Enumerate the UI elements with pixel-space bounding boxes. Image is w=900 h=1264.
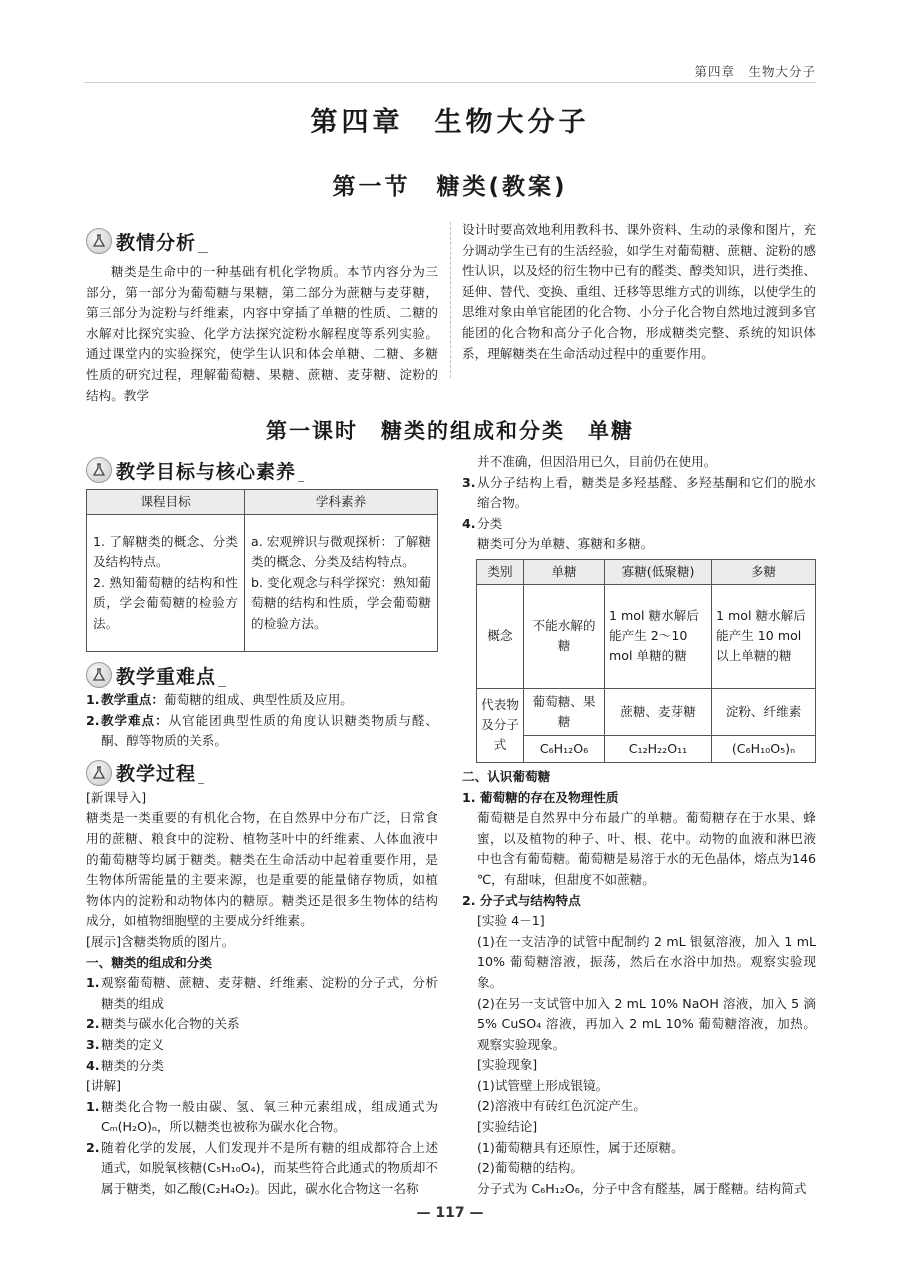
experiment-step: (1)在一支洁净的试管中配制约 2 mL 银氨溶液，加入 1 mL 10% 葡萄糖溶液，振荡，然后在水浴中加热。观察实验现象。 [477, 933, 816, 990]
flask-icon [86, 228, 112, 254]
show-tag: [展示]含糖类物质的图片。 [86, 933, 235, 949]
formula-line: 分子式为 C₆H₁₂O₆，分子中含有醛基，属于醛糖。结构简式 [477, 1180, 807, 1196]
goals-literacy-cell [245, 515, 438, 652]
sub1-text: 葡萄糖是自然界中分布最广的单糖。葡萄糖存在于水果、蜂蜜，以及植物的种子、叶、根、花中。动物的血液和淋巴液中也含有葡萄糖。葡萄糖是易溶于水的无色晶体，熔点为146 ℃，有甜味，但甜度不如蔗糖。 [477, 810, 816, 887]
classification-item: 3. 从分子结构上看，糖类是多羟基醛、多羟基酮和它们的脱水缩合物。 [462, 474, 816, 511]
goals-heading: 教学目标与核心素养 [86, 455, 438, 485]
explain-item: 2. 随着化学的发展，人们发现并不是所有糖的组成都符合上述通式，如脱氧核糖(C₅H₁₀O₄)，而某些符合此通式的物质却不属于糖类，如乙酸(C₂H₄O₂)。因此，碳水化合物这一名称 [86, 1139, 438, 1197]
key-point-item: 2. 教学难点：从官能团典型性质的角度认识糖类物质与醛、酮、醇等物质的关系。 [86, 712, 439, 749]
phenomenon-tag: [实验现象] [477, 1057, 538, 1073]
goals-table [86, 489, 438, 652]
key-points-heading: 教学重难点 [86, 660, 438, 690]
sub2-title: 2. 分子式与结构特点 [462, 892, 581, 908]
formula-cell: (C₆H₁₀O₅)ₙ [712, 735, 816, 762]
teaching-analysis-heading: 教情分析 [86, 226, 438, 256]
teaching-analysis-text-right: 设计时要高效地利用教科书、课外资料、生动的录像和图片，充分调动学生已有的生活经验，如学生对葡萄糖、蔗糖、淀粉的感性认识，以及烃的衍生物中已有的醛类、醇类知识，进行类推、延伸、替代、变换、重组、迁移等思维方式的训练，以使学生的思维对象由单官能团的化合物、小分子化合物自然地过渡到多官能团的化合物和高分子化合物，形成糖类完整、系统的知识体系，理解糖类在生命活动过程中的重要作用。 [462, 222, 816, 361]
literacy-item: a. 宏观辨识与微观探析：了解糖类的概念、分类及结构特点。 [251, 533, 431, 570]
table-cell: 不能水解的糖 [524, 584, 605, 688]
column-divider [450, 222, 451, 378]
phenomenon-item: (1)试管壁上形成银镜。 [477, 1077, 609, 1093]
table-cell: 葡萄糖、果糖 [524, 688, 605, 735]
phenomenon-item: (2)溶液中有砖红色沉淀产生。 [477, 1098, 646, 1114]
sub1-title: 1. 葡萄糖的存在及物理性质 [462, 789, 619, 805]
explain-item: 1. 糖类化合物一般由碳、氢、氧三种元素组成，组成通式为 Cₘ(H₂O)ₙ，所以糖类也被称为碳水化合物。 [86, 1098, 438, 1135]
formula-cell: C₁₂H₂₂O₁₁ [605, 735, 712, 762]
conclusion-item: (1)葡萄糖具有还原性，属于还原糖。 [477, 1139, 684, 1155]
teaching-analysis-left [86, 226, 438, 406]
intro-tag: [新课导入] [86, 789, 147, 805]
lesson-title: 第一课时 糖类的组成和分类 单糖 [266, 419, 634, 443]
goals-col2-header: 学科素养 [245, 490, 438, 515]
goals-col1-header: 课程目标 [87, 490, 245, 515]
formula-cell: C₆H₁₂O₆ [524, 735, 605, 762]
goal-item: 2. 熟知葡萄糖的结构和性质，学会葡萄糖的检验方法。 [93, 574, 238, 631]
part1-item: 3. 糖类的定义 [86, 1036, 164, 1052]
part2-title: 二、认识葡萄糖 [462, 768, 551, 784]
goals-course-cell [87, 515, 245, 652]
continuation-text: 并不准确，但因沿用已久，目前仍在使用。 [477, 454, 717, 469]
part1-item: 1. 观察葡萄糖、蔗糖、麦芽糖、纤维素、淀粉的分子式，分析糖类的组成 [86, 975, 438, 1011]
teaching-analysis-right [462, 220, 816, 364]
intro-text: 糖类是一类重要的有机化合物，在自然界中分布广泛，日常食用的蔗糖、粮食中的淀粉、植物茎叶中的纤维素、人体血液中的葡萄糖等均属于糖类。糖类在生命活动中起着重要作用，是生物体所需能量的主要来源，也是重要的能量储存物质，如植物体内的淀粉和动物体内的糖原。糖类还是很多生物体的结构成分，如植物细胞壁的主要成分纤维素。 [86, 810, 438, 929]
page-number: — 117 — [416, 1205, 484, 1221]
table-cell: 1 mol 糖水解后能产生 10 mol 以上单糖的糖 [712, 584, 816, 688]
key-point-item: 1. 教学重点：葡萄糖的组成、典型性质及应用。 [86, 692, 353, 707]
goal-item: 1. 了解糖类的概念、分类及结构特点。 [93, 533, 238, 570]
explain-tag: [讲解] [86, 1078, 122, 1094]
left-column [86, 455, 438, 1200]
process-heading: 教学过程 [86, 758, 438, 788]
experiment-step: (2)在另一支试管中加入 2 mL 10% NaOH 溶液，加入 5 滴 5% CuSO₄ 溶液，再加入 2 mL 10% 葡萄糖溶液，加热。观察实验现象。 [477, 995, 816, 1052]
classification-table: 类别 单糖 寡糖(低聚糖) 多糖 概念 不能水解的糖 1 mol 糖水解后能产生 2～10 mol 单糖的糖 1 mol 糖水解后能产生 10 mol 以上单糖的糖 代表物及分子式 葡萄糖、果糖 蔗糖、麦芽糖 淀粉、纤维素 C₆H₁₂O₆ C₁₂H₂₂O₁₁ (C₆H₁₀O₅)ₙ [476, 559, 816, 763]
table-cell: 1 mol 糖水解后能产生 2～10 mol 单糖的糖 [605, 584, 712, 688]
part1-title: 一、糖类的组成和分类 [86, 954, 212, 970]
conclusion-item: (2)葡萄糖的结构。 [477, 1160, 583, 1176]
teaching-analysis-text-left: 糖类是生命中的一种基础有机化学物质。本节内容分为三部分，第一部分为葡萄糖与果糖，第二部分为蔗糖与麦芽糖，第三部分为淀粉与纤维素，内容中穿插了单糖的性质、二糖的水解对比探究实验、化学方法探究淀粉水解程度等系列实验。通过课堂内的实验探究，使学生认识和体会单糖、二糖、多糖性质的研究过程，理解葡萄糖、果糖、蔗糖、麦芽糖、淀粉的结构。教学 [86, 264, 438, 403]
row-label: 概念 [477, 584, 524, 688]
table-cell: 蔗糖、麦芽糖 [605, 688, 712, 735]
section-title: 第一节 糖类(教案) [332, 174, 568, 200]
table-cell: 淀粉、纤维素 [712, 688, 816, 735]
flask-icon [86, 457, 112, 483]
conclusion-tag: [实验结论] [477, 1119, 538, 1135]
running-header: 第四章 生物大分子 [694, 64, 816, 79]
flask-icon [86, 662, 112, 688]
classify-intro: 糖类可分为单糖、寡糖和多糖。 [477, 536, 654, 552]
header-rule [84, 82, 816, 83]
literacy-item: b. 变化观念与科学探究：熟知葡萄糖的结构和性质，学会葡萄糖的检验方法。 [251, 574, 431, 631]
right-column [462, 452, 816, 1199]
part1-item: 2. 糖类与碳水化合物的关系 [86, 1016, 240, 1032]
chapter-title: 第四章 生物大分子 [310, 107, 590, 138]
part1-item: 4. 糖类的分类 [86, 1057, 164, 1073]
experiment-tag: [实验 4－1] [477, 913, 545, 929]
flask-icon [86, 760, 112, 786]
classification-item: 4. 分类 [462, 515, 503, 531]
row-label: 代表物及分子式 [477, 688, 524, 762]
